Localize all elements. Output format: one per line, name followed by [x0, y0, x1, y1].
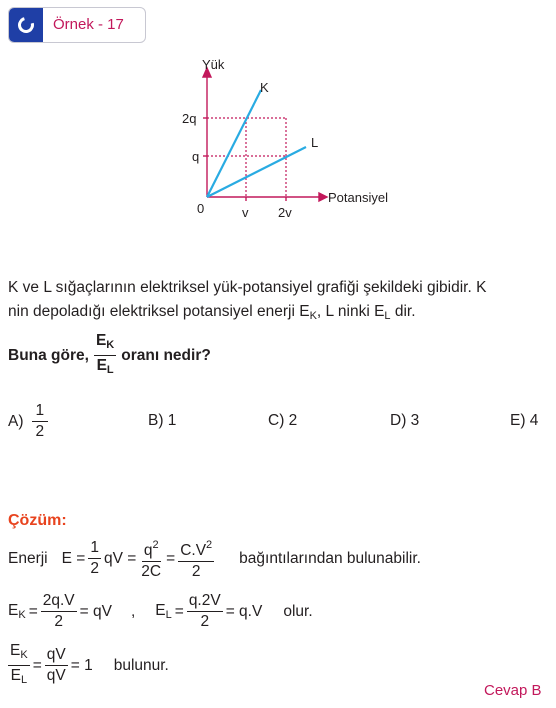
solution-heading: Çözüm:: [8, 512, 67, 529]
y-axis-label: Yük: [202, 57, 225, 72]
eq1-eq: =: [166, 549, 176, 567]
prompt-a: Buna göre,: [8, 346, 89, 364]
eq1-f3-den: 2: [191, 563, 201, 580]
eq3-frac-left: [8, 642, 30, 689]
option-e[interactable]: E) 4: [510, 412, 539, 429]
option-a-num: 1: [32, 402, 49, 422]
example-header: [8, 7, 146, 43]
eq2-r1: = qV: [79, 602, 112, 620]
eq1-qv: qV =: [103, 549, 137, 567]
prompt-b: oranı nedir?: [121, 346, 211, 364]
x-axis-label: Potansiyel: [328, 190, 388, 205]
prompt-frac-den: [95, 356, 116, 379]
prompt-fraction: [94, 332, 116, 379]
eq3-eq: =: [32, 656, 42, 674]
dotted-guides: [207, 118, 286, 197]
eq1-f1-num: 1: [88, 539, 101, 559]
x-tick-v-label: v: [242, 205, 249, 220]
option-a-label: A): [8, 412, 24, 430]
sub-k: K: [309, 310, 317, 322]
option-c[interactable]: C) 2: [268, 412, 298, 429]
eq3-den-e: E: [10, 667, 21, 684]
eq1-f3-num: [178, 536, 214, 562]
line-k-label: K: [260, 80, 269, 95]
eq2-f2-num: q.2V: [187, 592, 223, 612]
solution-eq-3: [8, 642, 172, 689]
eq1-f3-num-cv: C.V: [180, 542, 207, 559]
question-line-1: K ve L sığaçlarının elektriksel yük-potansiyel grafiği şekildeki gibidir. K: [8, 279, 487, 296]
x-axis-arrow: [319, 193, 327, 201]
question-prompt: [8, 332, 211, 379]
question-line-2-b: , L ninki E: [316, 303, 385, 320]
solution-eq-2: [8, 592, 316, 631]
eq3-frac-right: [45, 646, 68, 685]
eq1-tail: bağıntılarından bulunabilir.: [239, 549, 421, 567]
sub-l: L: [384, 310, 391, 322]
eq3-den-sub: L: [20, 674, 28, 686]
charge-potential-graph: [170, 50, 410, 230]
eq1-f2-num-q: q: [143, 542, 153, 559]
question-line-2: [8, 302, 416, 326]
line-k: [207, 90, 261, 197]
eq1-f2-den: 2C: [141, 563, 162, 580]
eq3-res: = 1: [70, 656, 93, 674]
solution-eq-1: [8, 536, 424, 581]
pf-num-e: E: [95, 332, 107, 349]
eq2-comma: ,: [130, 602, 136, 620]
prompt-frac-num: [94, 332, 116, 356]
eq3-den: [9, 666, 29, 689]
eq2-tail: olur.: [283, 602, 313, 620]
eq2-eq2: =: [174, 602, 184, 620]
eq2-el: [155, 602, 171, 621]
eq2-f1-den: 2: [54, 613, 63, 630]
answer-label: Cevap B: [484, 682, 542, 699]
eq3-num: [8, 642, 30, 666]
origin-label: 0: [197, 201, 205, 216]
eq2-f2-den: 2: [200, 613, 210, 630]
eq1-f2-num-sup: 2: [152, 539, 159, 551]
pf-den-e: E: [96, 357, 107, 374]
eq2-ek: [8, 602, 26, 621]
example-title: Örnek - 17: [53, 16, 124, 33]
eq1-frac-1: [88, 539, 101, 578]
pf-num-sub: K: [106, 339, 115, 351]
option-b[interactable]: B) 1: [148, 412, 177, 429]
option-a-den: 2: [35, 423, 45, 440]
eq1-f1-den: 2: [90, 560, 99, 577]
eq3-num-sub: K: [20, 649, 28, 661]
eq2-frac-2: [187, 592, 223, 631]
eq3-f-num: qV: [45, 646, 68, 666]
eq1-f2-num: [142, 536, 161, 562]
eq1-f3-num-sup: 2: [206, 539, 213, 551]
eq2-frac-1: [41, 592, 77, 631]
eq1-frac-3: [178, 536, 214, 581]
eq1-e: E =: [61, 549, 86, 567]
question-line-2-a: nin depoladığı elektriksel potansiyel enerji E: [8, 303, 310, 320]
y-tick-2q-label: 2q: [182, 111, 197, 126]
eq3-f-den: qV: [46, 667, 66, 684]
eq2-ek-sub: K: [18, 609, 26, 621]
eq2-f1-num: 2q.V: [41, 592, 77, 612]
eq2-eq1: =: [28, 602, 38, 620]
option-a-fraction: [32, 402, 49, 441]
x-tick-2v-label: 2v: [278, 205, 292, 220]
eq3-tail: bulunur.: [113, 656, 169, 674]
question-line-2-c: dir.: [390, 303, 416, 320]
eq3-num-e: E: [10, 642, 21, 659]
option-d[interactable]: D) 3: [390, 412, 420, 429]
eq2-r2: = q.V: [225, 602, 263, 620]
option-a[interactable]: [8, 402, 48, 441]
header-icon-block: [9, 8, 43, 42]
eq1-frac-2: [139, 536, 163, 581]
line-l-label: L: [311, 135, 319, 150]
eq2-el-e: E: [155, 602, 166, 619]
eq2-ek-e: E: [8, 602, 19, 619]
eq2-el-sub: L: [165, 609, 172, 621]
y-tick-q-label: q: [192, 149, 200, 164]
refresh-ring-icon: [15, 14, 37, 36]
eq1-word: Enerji: [8, 549, 48, 567]
pf-den-sub: L: [106, 364, 114, 376]
line-l: [207, 147, 306, 197]
